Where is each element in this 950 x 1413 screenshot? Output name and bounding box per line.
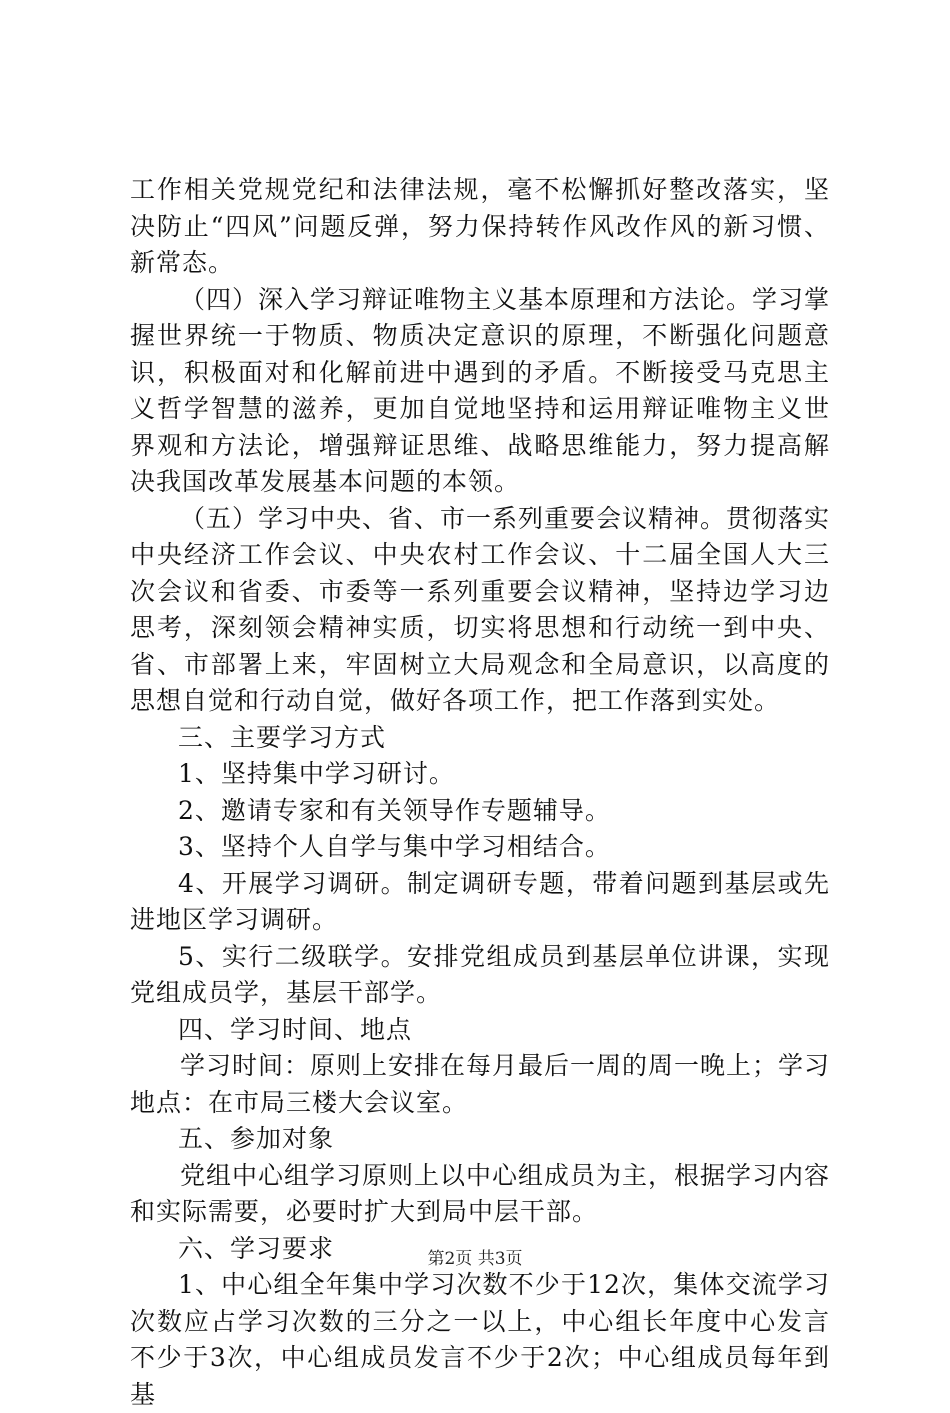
paragraph-section-4: （四）深入学习辩证唯物主义基本原理和方法论。学习掌握世界统一于物质、物质决定意识的原理，不断强化问题意识，积极面对和化解前进中遇到的矛盾。不断接受马克思主义哲学智慧的滋养，更加自觉地坚持和运用辩证唯物主义世界观和方法论，增强辩证思维、战略思维能力，努力提高解决我国改革发展基本问题的本领。 xyxy=(130,284,831,496)
paragraph-section-5: （五）学习中央、省、市一系列重要会议精神。贯彻落实中央经济工作会议、中央农村工作会议、十二届全国人大三次会议和省委、市委等一系列重要会议精神，坚持边学习边思考，深刻领会精神实质，切实将思想和行动统一到中央、省、市部署上来，牢固树立大局观念和全局意识，以高度的思想自觉和行动自觉，做好各项工作，把工作落到实处。 xyxy=(130,503,831,715)
list-item-method-4: 4、开展学习调研。制定调研专题，带着问题到基层或先进地区学习调研。 xyxy=(130,868,830,934)
paragraph-participants: 党组中心组学习原则上以中心组成员为主，根据学习内容和实际需要，必要时扩大到局中层干部。 xyxy=(130,1160,831,1226)
heading-study-methods: 三、主要学习方式 xyxy=(178,722,387,752)
heading-time-place: 四、学习时间、地点 xyxy=(178,1014,413,1044)
paragraph-continuation: 工作相关党规党纪和法律法规，毫不松懈抓好整改落实，坚决防止“四风”问题反弹，努力保持转作风改作风的新习惯、新常态。 xyxy=(130,175,830,277)
list-item-requirement-1: 1、中心组全年集中学习次数不少于12次，集体交流学习次数应占学习次数的三分之一以上，中心组长年度中心发言不少于3次，中心组成员发言不少于2次；中心组成员每年到基 xyxy=(130,1270,830,1409)
page-footer: 第2页 共3页 xyxy=(427,1249,523,1269)
heading-participants: 五、参加对象 xyxy=(178,1124,335,1153)
heading-requirements: 六、学习要求 xyxy=(178,1233,335,1263)
paragraph-time-place: 学习时间：原则上安排在每月最后一周的周一晚上；学习地点：在市局三楼大会议室。 xyxy=(130,1051,831,1117)
document-body xyxy=(130,172,830,1413)
list-item-method-2: 2、邀请专家和有关领导作专题辅导。 xyxy=(178,795,611,825)
list-item-method-5: 5、实行二级联学。安排党组成员到基层单位讲课，实现党组成员学，基层干部学。 xyxy=(130,941,830,1007)
list-item-method-3: 3、坚持个人自学与集中学习相结合。 xyxy=(178,832,611,861)
list-item-method-1: 1、坚持集中学习研讨。 xyxy=(178,759,455,788)
